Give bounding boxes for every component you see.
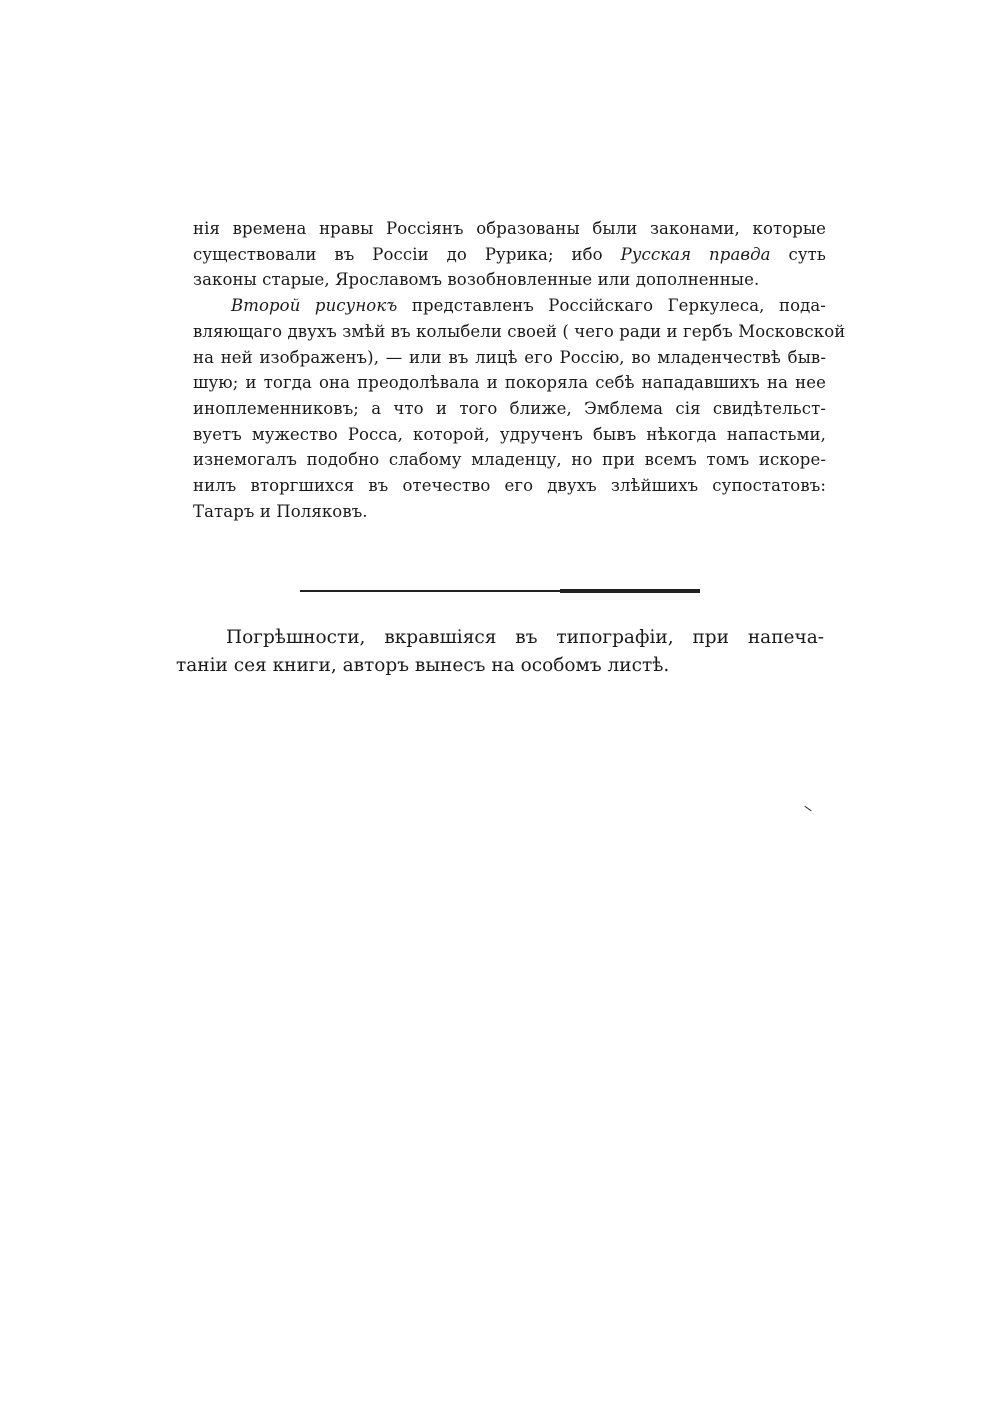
text-line: [193, 293, 826, 319]
text-line: изнемогалъ подобно слабому младенцу, но при всемъ томъ искоре-: [193, 450, 826, 470]
text-segment: представленъ Россійскаго Геркулеса, пода-: [411, 296, 826, 316]
text-line: таніи сея книги, авторъ вынесъ на особомъ листѣ.: [176, 655, 670, 676]
section-divider-accent: [560, 589, 700, 593]
text-segment: суть: [788, 244, 826, 264]
errata-note: [176, 624, 824, 680]
text-line: иноплеменниковъ; а что и того ближе, Эмблема сія свидѣтельст-: [193, 398, 826, 418]
text-line: шую; и тогда она преодолѣвала и покоряла себѣ нападавшихъ на нее: [193, 373, 826, 393]
text-line: законы старые, Ярославомъ возобновленные или дополненные.: [193, 270, 760, 290]
text-line: на ней изображенъ), — или въ лицѣ его Россію, во младенчествѣ быв-: [193, 347, 826, 367]
text-line: вуетъ мужество Росса, которой, удрученъ бывъ нѣкогда напастьми,: [193, 424, 826, 444]
italic-title: Русская правда: [620, 244, 771, 264]
stray-ink-mark: [804, 806, 811, 811]
text-line: нилъ вторгшихся въ отечество его двухъ злѣйшихъ супостатовъ:: [193, 476, 826, 496]
italic-phrase: Второй рисунокъ: [231, 296, 398, 316]
main-text-block: [193, 216, 846, 524]
text-segment: существовали въ Россіи до Рурика; ибо: [193, 244, 603, 264]
text-line: [193, 242, 826, 268]
text-line: Татаръ и Поляковъ.: [193, 501, 368, 521]
text-line: нія времена нравы Россіянъ образованы были законами, которые: [193, 219, 826, 238]
text-line: Погрѣшности, вкравшіяся въ типографіи, при напеча-: [226, 627, 824, 648]
text-line: вляющаго двухъ змѣй въ колыбели своей ( чего ради и гербъ Московской: [193, 321, 846, 341]
